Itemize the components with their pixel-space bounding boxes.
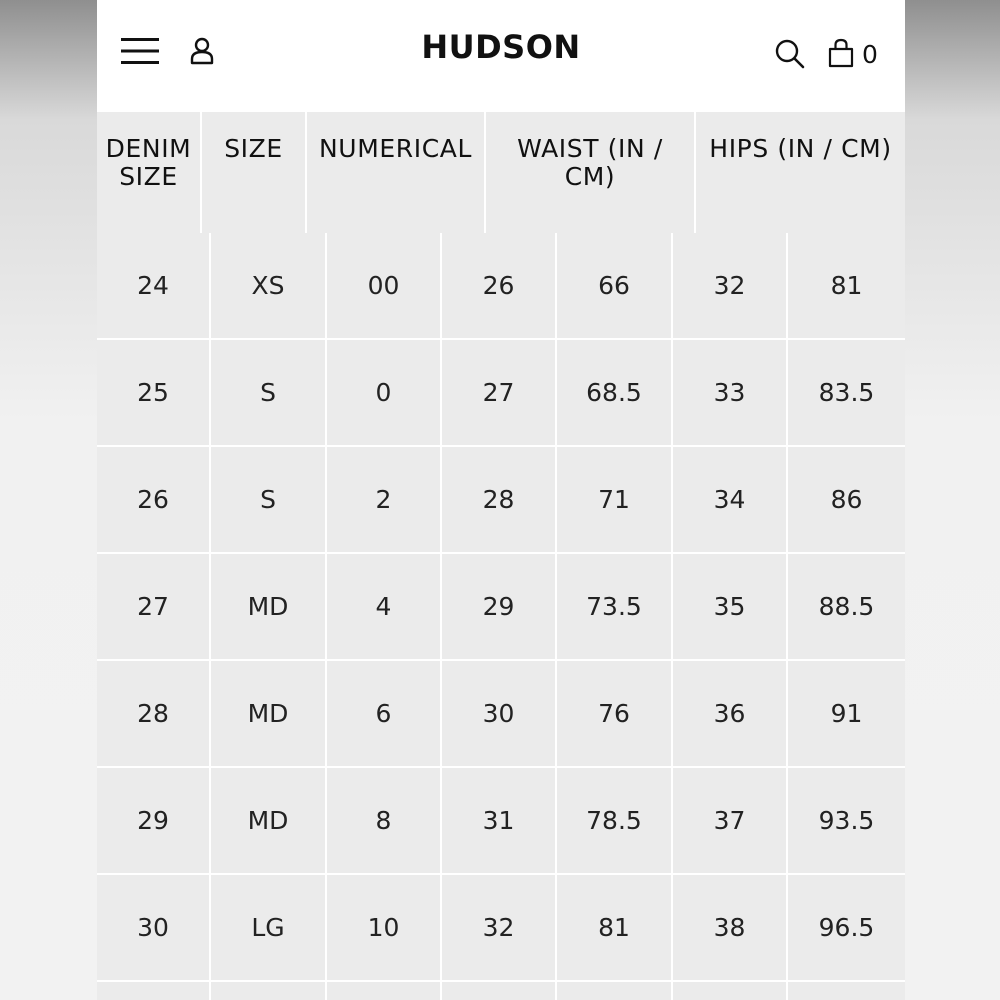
cell-waist-in: 27 bbox=[442, 340, 557, 447]
bag-item-count[interactable]: 0 bbox=[862, 40, 878, 69]
cell-numerical: 10 bbox=[327, 875, 442, 982]
cell-denim-size: 24 bbox=[97, 233, 211, 340]
cell-hips-in: 37 bbox=[673, 768, 788, 875]
cell-waist-in: 30 bbox=[442, 661, 557, 768]
cell-waist-cm: 66 bbox=[557, 233, 673, 340]
cell-waist-in: 32 bbox=[442, 875, 557, 982]
cell-size: XS bbox=[211, 233, 327, 340]
cell-denim-size: 29 bbox=[97, 768, 211, 875]
cell-size: LG bbox=[211, 875, 327, 982]
cell-denim-size: 25 bbox=[97, 340, 211, 447]
cell-hips-cm: 91 bbox=[788, 661, 905, 768]
cell-waist-cm: 68.5 bbox=[557, 340, 673, 447]
cell-waist-in: 28 bbox=[442, 447, 557, 554]
cell-denim-size: 30 bbox=[97, 875, 211, 982]
column-header-size: SIZE bbox=[202, 112, 307, 233]
cell-waist-in: 31 bbox=[442, 768, 557, 875]
column-header-hips: HIPS (IN / CM) bbox=[696, 112, 905, 233]
cell-waist-cm bbox=[557, 982, 673, 1000]
shopping-bag-icon[interactable] bbox=[828, 38, 854, 68]
top-navigation-bar bbox=[97, 0, 905, 112]
table-row bbox=[97, 661, 905, 768]
table-row bbox=[97, 875, 905, 982]
cell-numerical bbox=[327, 982, 442, 1000]
cell-denim-size bbox=[97, 982, 211, 1000]
cell-hips-cm: 81 bbox=[788, 233, 905, 340]
cell-hips-in: 36 bbox=[673, 661, 788, 768]
size-chart-header bbox=[97, 112, 905, 233]
cell-hips-cm: 88.5 bbox=[788, 554, 905, 661]
cell-size bbox=[211, 982, 327, 1000]
cell-hips-cm: 86 bbox=[788, 447, 905, 554]
cell-numerical: 00 bbox=[327, 233, 442, 340]
cell-hips-cm: 96.5 bbox=[788, 875, 905, 982]
cell-hips-in: 38 bbox=[673, 875, 788, 982]
cell-waist-in: 29 bbox=[442, 554, 557, 661]
cell-hips-cm: 93.5 bbox=[788, 768, 905, 875]
cell-waist-cm: 73.5 bbox=[557, 554, 673, 661]
search-icon[interactable] bbox=[774, 38, 806, 70]
table-row bbox=[97, 554, 905, 661]
table-row bbox=[97, 447, 905, 554]
cell-waist-in bbox=[442, 982, 557, 1000]
cell-denim-size: 27 bbox=[97, 554, 211, 661]
cell-numerical: 2 bbox=[327, 447, 442, 554]
cell-numerical: 8 bbox=[327, 768, 442, 875]
table-row bbox=[97, 233, 905, 340]
column-header-waist: WAIST (IN / CM) bbox=[486, 112, 696, 233]
cell-waist-cm: 71 bbox=[557, 447, 673, 554]
table-row bbox=[97, 768, 905, 875]
mobile-page bbox=[97, 0, 905, 1000]
cell-size: MD bbox=[211, 661, 327, 768]
cell-hips-in: 35 bbox=[673, 554, 788, 661]
cell-waist-in: 26 bbox=[442, 233, 557, 340]
cell-size: S bbox=[211, 340, 327, 447]
cell-hips-in: 32 bbox=[673, 233, 788, 340]
size-chart-table bbox=[97, 233, 905, 1000]
cell-numerical: 6 bbox=[327, 661, 442, 768]
cell-size: MD bbox=[211, 554, 327, 661]
cell-hips-in: 33 bbox=[673, 340, 788, 447]
cell-numerical: 4 bbox=[327, 554, 442, 661]
cell-waist-cm: 78.5 bbox=[557, 768, 673, 875]
column-header-numerical: NUMERICAL bbox=[307, 112, 486, 233]
cell-hips-cm: 83.5 bbox=[788, 340, 905, 447]
brand-logo[interactable]: HUDSON bbox=[421, 28, 581, 66]
cell-size: S bbox=[211, 447, 327, 554]
cell-hips-in: 34 bbox=[673, 447, 788, 554]
table-row bbox=[97, 340, 905, 447]
cell-denim-size: 26 bbox=[97, 447, 211, 554]
size-chart-rows bbox=[97, 233, 905, 1000]
table-row bbox=[97, 982, 905, 1000]
cell-numerical: 0 bbox=[327, 340, 442, 447]
column-header-denim-size: DENIM SIZE bbox=[97, 112, 202, 233]
cell-denim-size: 28 bbox=[97, 661, 211, 768]
cell-hips-cm bbox=[788, 982, 905, 1000]
cell-size: MD bbox=[211, 768, 327, 875]
cell-hips-in bbox=[673, 982, 788, 1000]
cell-waist-cm: 81 bbox=[557, 875, 673, 982]
cell-waist-cm: 76 bbox=[557, 661, 673, 768]
